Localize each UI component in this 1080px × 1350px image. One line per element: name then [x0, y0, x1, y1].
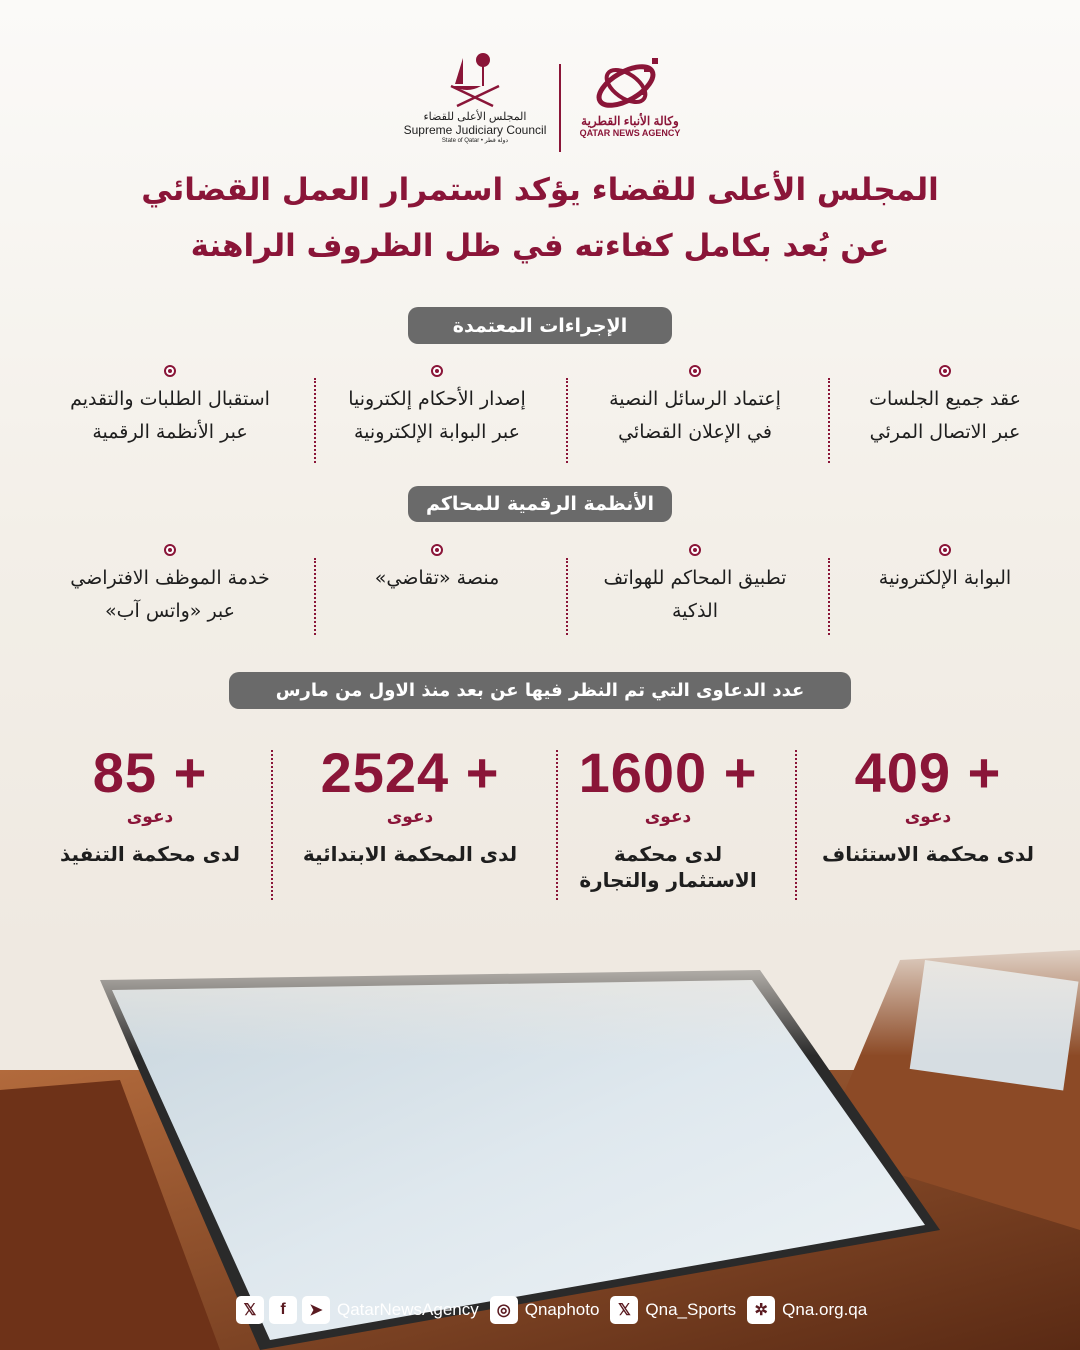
judiciary-sub: State of Qatar • دولة قطر: [441, 138, 509, 144]
item-line2: في الإعلان القضائي: [618, 421, 772, 443]
digital-item: [45, 544, 295, 628]
judiciary-arabic: المجلس الأعلى للقضاء: [423, 111, 527, 123]
stats-heading: عدد الدعاوى التي تم النظر فيها عن بعد منذ الاول من مارس: [229, 672, 851, 709]
item-line1: البوابة الإلكترونية: [878, 567, 1012, 589]
stat-unit: دعوى: [126, 807, 174, 827]
item-line1: إعتماد الرسائل النصية: [609, 388, 781, 410]
procedure-item: [312, 365, 562, 449]
divider: [556, 750, 558, 900]
procedure-item: [570, 365, 820, 449]
stat-value: 409 +: [854, 741, 1002, 804]
bullet-icon: [689, 544, 701, 556]
digital-item: [312, 544, 562, 595]
judiciary-logo: [400, 50, 550, 144]
stat-primary: [290, 740, 530, 867]
stat-label: لدى محكمة: [613, 842, 723, 866]
stat-unit: دعوى: [904, 807, 952, 827]
divider: [828, 558, 830, 635]
item-line1: إصدار الأحكام إلكترونيا: [348, 388, 526, 410]
bullet-icon: [431, 544, 443, 556]
stat-label: لدى محكمة التنفيذ: [59, 842, 241, 866]
social-bar: [236, 1295, 873, 1325]
procedures-heading: الإجراءات المعتمدة: [408, 307, 672, 344]
digital-heading: الأنظمة الرقمية للمحاكم: [408, 486, 672, 522]
judiciary-english: Supreme Judiciary Council: [403, 123, 547, 137]
stat-appeal: [808, 740, 1048, 867]
stat-label-2: الاستثمار والتجارة: [579, 868, 757, 892]
item-line1: منصة «تقاضي»: [374, 567, 500, 589]
stat-label: لدى محكمة الاستئناف: [822, 842, 1034, 866]
divider: [795, 750, 797, 900]
stat-value: 85 +: [92, 741, 208, 804]
item-line1: تطبيق المحاكم للهواتف: [603, 567, 787, 589]
bullet-icon: [939, 544, 951, 556]
stat-label: لدى المحكمة الابتدائية: [302, 842, 518, 866]
divider: [314, 378, 316, 463]
instagram-handle[interactable]: Qnaphoto: [524, 1300, 600, 1319]
item-line1: استقبال الطلبات والتقديم: [70, 388, 270, 410]
website-link[interactable]: Qna.org.qa: [782, 1300, 868, 1319]
qna-logo: [570, 52, 690, 138]
stat-investment: [548, 740, 788, 893]
digital-item: [570, 544, 820, 628]
bullet-icon: [939, 365, 951, 377]
item-line2: الذكية: [671, 600, 718, 622]
stat-unit: دعوى: [386, 807, 434, 827]
x-icon[interactable]: 𝕏: [610, 1296, 638, 1324]
bullet-icon: [164, 544, 176, 556]
item-line1: خدمة الموظف الافتراضي: [70, 567, 270, 589]
bullet-icon: [431, 365, 443, 377]
divider: [566, 378, 568, 463]
stat-unit: دعوى: [644, 807, 692, 827]
procedure-item: [45, 365, 295, 449]
divider: [271, 750, 273, 900]
headline-line1: المجلس الأعلى للقضاء يؤكد استمرار العمل القضائي: [141, 172, 939, 208]
stat-value: 2524 +: [320, 741, 500, 804]
stat-execution: [30, 740, 270, 867]
qna-arabic: وكالة الأنباء القطرية: [581, 114, 679, 128]
divider: [566, 558, 568, 635]
instagram-icon[interactable]: ◎: [490, 1296, 518, 1324]
stat-value: 1600 +: [578, 741, 758, 804]
telegram-icon[interactable]: ➤: [302, 1296, 330, 1324]
digital-item: [820, 544, 1070, 595]
headline-line2: عن بُعد بكامل كفاءته في ظل الظروف الراهنة: [190, 228, 890, 264]
social-handle[interactable]: QatarNewsAgency: [337, 1300, 479, 1319]
sports-handle[interactable]: Qna_Sports: [645, 1300, 737, 1319]
emblem-icon: [445, 50, 505, 110]
logo-divider: [559, 64, 561, 152]
courtroom-monitor-photo: [0, 930, 1080, 1350]
bullet-icon: [689, 365, 701, 377]
qna-english: QATAR NEWS AGENCY: [579, 128, 681, 138]
item-line2: عبر الاتصال المرئي: [869, 421, 1021, 443]
divider: [314, 558, 316, 635]
globe-icon[interactable]: ✲: [747, 1296, 775, 1324]
item-line2: عبر البوابة الإلكترونية: [354, 421, 520, 443]
x-icon[interactable]: 𝕏: [236, 1296, 264, 1324]
item-line2: عبر «واتس آب»: [104, 600, 235, 622]
divider: [828, 378, 830, 463]
facebook-icon[interactable]: f: [269, 1296, 297, 1324]
procedure-item: [820, 365, 1070, 449]
item-line1: عقد جميع الجلسات: [869, 388, 1021, 410]
item-line2: عبر الأنظمة الرقمية: [92, 421, 248, 443]
qna-emblem-icon: [590, 52, 670, 114]
bullet-icon: [164, 365, 176, 377]
